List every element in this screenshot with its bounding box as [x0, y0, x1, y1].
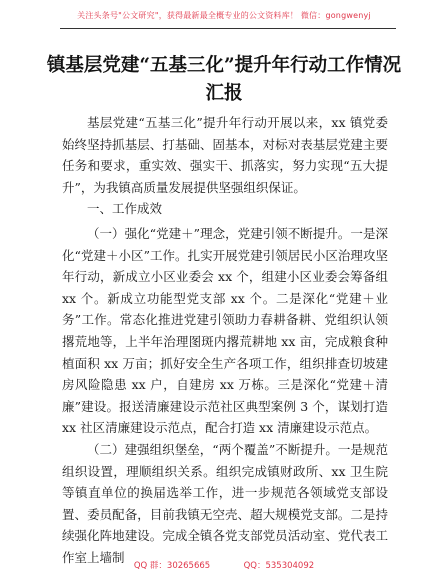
section-heading: 一、工作成效: [87, 201, 163, 217]
footer-qq: QQ：535304092: [243, 561, 315, 571]
document-body: [62, 112, 388, 568]
footer-contact: [0, 559, 448, 571]
intro-paragraph: 基层党建“五基三化”提升年行动开展以来，xx 镇党委始终坚持抓基层、打基础、固基本，对标对表基层党建主要任务和要求，重实效、强实干、抓落实，努力实现“五大提升”，为我镇高质量发展提供坚强组织保证。: [62, 115, 388, 195]
document-title: [0, 52, 448, 108]
title-line-2: 汇报: [205, 83, 243, 104]
header-divider: [60, 28, 396, 29]
title-line-1: 镇基层党建“五基三化”提升年行动工作情况: [46, 55, 402, 76]
paragraph-part-one: （一）强化“党建＋”理念，党建引领不断提升。一是深化“党建＋小区”工作。扎实开展党建引领居民小区治理攻坚年行动，新成立小区业委会 xx 个，组建小区业委会筹备组 xx 个。新成立功能型党支部 xx 个。二是深化“党建＋业务”工作。常态化推进党建引领助力春耕备耕、党组织认领撂荒地等，上半年治理图斑内撂荒耕地 xx 亩，完成粮食种植面积 xx 万亩；抓好安全生产各项工作，组织排查切坡建房风险隐患 xx 户，自建房 xx 万栋。三是深化“党建＋清廉”建设。报送清廉建设示范社区典型案例 3 个，谋划打造 xx 社区清廉建设示范点，配合打造 xx 清廉建设示范点。: [62, 225, 388, 436]
paragraph-part-two: （二）建强组织堡垒，“两个覆盖”不断提升。一是规范组织设置，理顺组织关系。组织完成镇财政所、xx 卫生院等镇直单位的换届选举工作，进一步规范各领域党支部设置、委员配备，目前我镇无空壳、超大规模党支部。二是持续强化阵地建设。完成全镇各党支部党员活动室、党代表工作室上墙制: [62, 441, 388, 565]
footer-qq-group: QQ 群：30265665: [133, 561, 211, 571]
header-watermark-note: 关注头条号"公文研究"，获得最新最全概专业的公文资料库！ 微信：gongwenyj: [77, 11, 371, 20]
